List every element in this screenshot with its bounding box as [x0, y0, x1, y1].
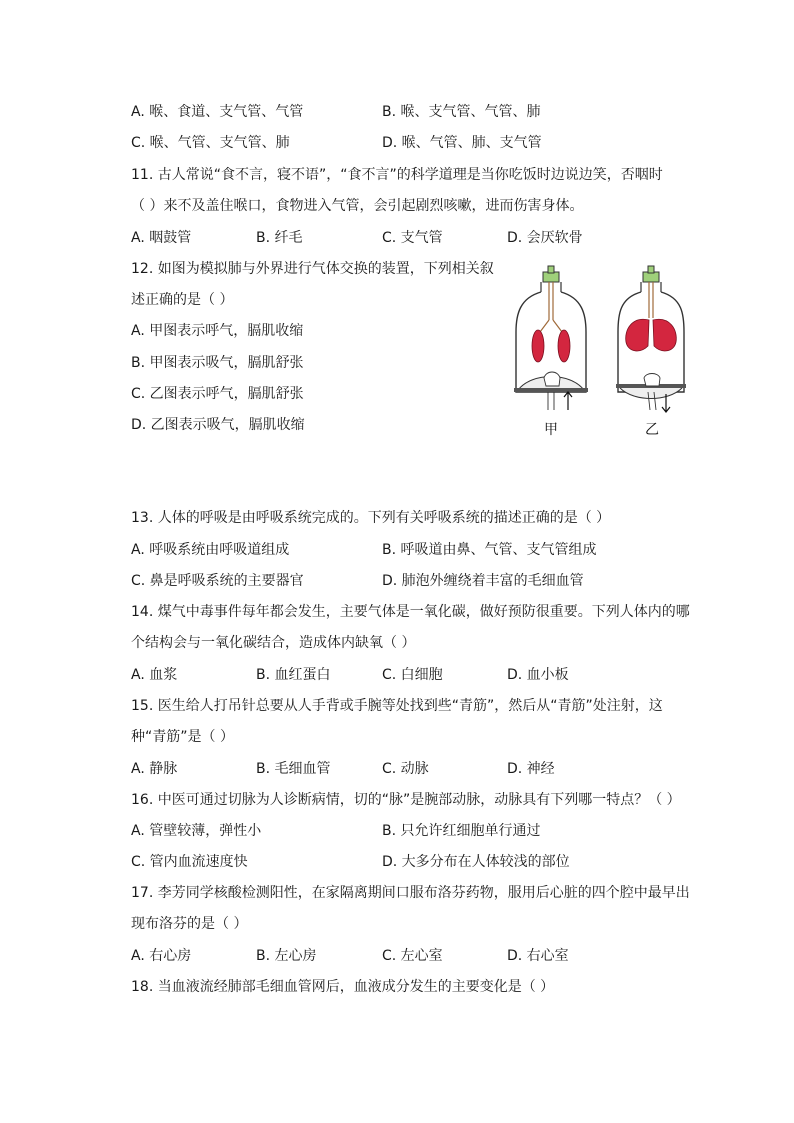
- q11-option-a: A. 咽鼓管: [131, 230, 192, 246]
- q14-stem-line1: 14. 煤气中毒事件每年都会发生，主要气体是一氧化碳，做好预防很重要。下列人体内的哪: [131, 604, 690, 620]
- q14-option-a: A. 血浆: [131, 667, 178, 683]
- q10-option-b: B. 喉、支气管、气管、肺: [382, 104, 541, 120]
- q14-stem-line2: 个结构会与一氧化碳结合，造成体内缺氧（ ）: [131, 635, 416, 651]
- q16-option-a: A. 管壁较薄，弹性小: [131, 823, 262, 839]
- q16-option-d: D. 大多分布在人体较浅的部位: [382, 854, 570, 870]
- q17-option-d: D. 右心室: [507, 948, 569, 964]
- lung-model-figure: [510, 262, 700, 447]
- q17-stem-line1: 17. 李芳同学核酸检测阳性，在家隔离期间口服布洛芬药物，服用后心脏的四个腔中最早出: [131, 885, 690, 901]
- balloon-lung-left-1: [532, 330, 544, 362]
- q11-stem-line2: （ ）来不及盖住喉口，食物进入气管，会引起剧烈咳嗽，进而伤害身体。: [131, 198, 584, 214]
- q14-option-c: C. 白细胞: [382, 667, 443, 683]
- q11-stem-line1: 11. 古人常说“食不言，寝不语”，“食不言”的科学道理是当你吃饭时边说边笑，否咽时: [131, 167, 663, 183]
- q15-option-a: A. 静脉: [131, 761, 178, 777]
- q13-stem-line1: 13. 人体的呼吸是由呼吸系统完成的。下列有关呼吸系统的描述正确的是（ ）: [131, 510, 611, 526]
- q13-option-c: C. 鼻是呼吸系统的主要器官: [131, 573, 304, 589]
- hand-right: [644, 374, 660, 387]
- jar-left: [514, 266, 588, 410]
- q15-option-b: B. 毛细血管: [256, 761, 331, 777]
- q10-option-c: C. 喉、气管、支气管、肺: [131, 135, 290, 151]
- tube-top-left: [548, 266, 554, 273]
- q13-option-a: A. 呼吸系统由呼吸道组成: [131, 542, 290, 558]
- trachea-tube-left: [549, 282, 553, 320]
- tube-top-right: [648, 266, 654, 273]
- diaphragm-membrane-right: [620, 388, 682, 399]
- q17-option-b: B. 左心房: [256, 948, 317, 964]
- hand-left: [544, 372, 560, 386]
- q12-stem-line2: 述正确的是（ ）: [131, 292, 234, 308]
- q15-stem-line1: 15. 医生给人打吊针总要从人手背或手腕等处找到些“青筋”，然后从“青筋”处注射，这: [131, 698, 663, 714]
- q16-stem-line1: 16. 中医可通过切脉为人诊断病情，切的“脉”是腕部动脉，动脉具有下列哪一特点？（ ）: [131, 792, 681, 808]
- jar-right: [616, 266, 686, 412]
- trachea-tube-right: [649, 282, 653, 318]
- balloon-lung-left-2: [558, 330, 570, 362]
- q14-option-d: D. 血小板: [507, 667, 569, 683]
- q17-stem-line2: 现布洛芬的是（ ）: [131, 916, 248, 932]
- figure-label-left: 甲: [544, 421, 558, 437]
- balloon-lung-right-1: [626, 319, 649, 351]
- q10-option-a: A. 喉、食道、支气管、气管: [131, 104, 304, 120]
- q12-option-d: D. 乙图表示吸气，膈肌收缩: [131, 417, 305, 433]
- q15-option-d: D. 神经: [507, 761, 555, 777]
- q10-option-d: D. 喉、气管、肺、支气管: [382, 135, 542, 151]
- q17-option-c: C. 左心室: [382, 948, 443, 964]
- q16-option-c: C. 管内血流速度快: [131, 854, 248, 870]
- q13-option-b: B. 呼吸道由鼻、气管、支气管组成: [382, 542, 597, 558]
- q12-stem-line1: 12. 如图为模拟肺与外界进行气体交换的装置，下列相关叙: [131, 261, 494, 277]
- q16-option-b: B. 只允许红细胞单行通过: [382, 823, 541, 839]
- q17-option-a: A. 右心房: [131, 948, 192, 964]
- jar-base-left: [514, 388, 588, 392]
- q12-option-c: C. 乙图表示呼气，膈肌舒张: [131, 386, 304, 402]
- balloon-lung-right-2: [653, 319, 676, 351]
- arrow-up-icon: [564, 392, 572, 410]
- figure-label-right: 乙: [645, 421, 659, 437]
- q15-option-c: C. 动脉: [382, 761, 429, 777]
- q12-option-b: B. 甲图表示吸气，膈肌舒张: [131, 355, 304, 371]
- q18-stem-line1: 18. 当血液流经肺部毛细血管网后，血液成分发生的主要变化是（ ）: [131, 979, 555, 995]
- q12-option-a: A. 甲图表示呼气，膈肌收缩: [131, 323, 304, 339]
- q11-option-b: B. 纤毛: [256, 230, 303, 246]
- q14-option-b: B. 血红蛋白: [256, 667, 331, 683]
- q15-stem-line2: 种“青筋”是（ ）: [131, 729, 234, 745]
- q11-option-d: D. 会厌软骨: [507, 230, 583, 246]
- lung-model-diagram: [510, 262, 700, 447]
- q11-option-c: C. 支气管: [382, 230, 443, 246]
- q13-option-d: D. 肺泡外缠绕着丰富的毛细血管: [382, 573, 584, 589]
